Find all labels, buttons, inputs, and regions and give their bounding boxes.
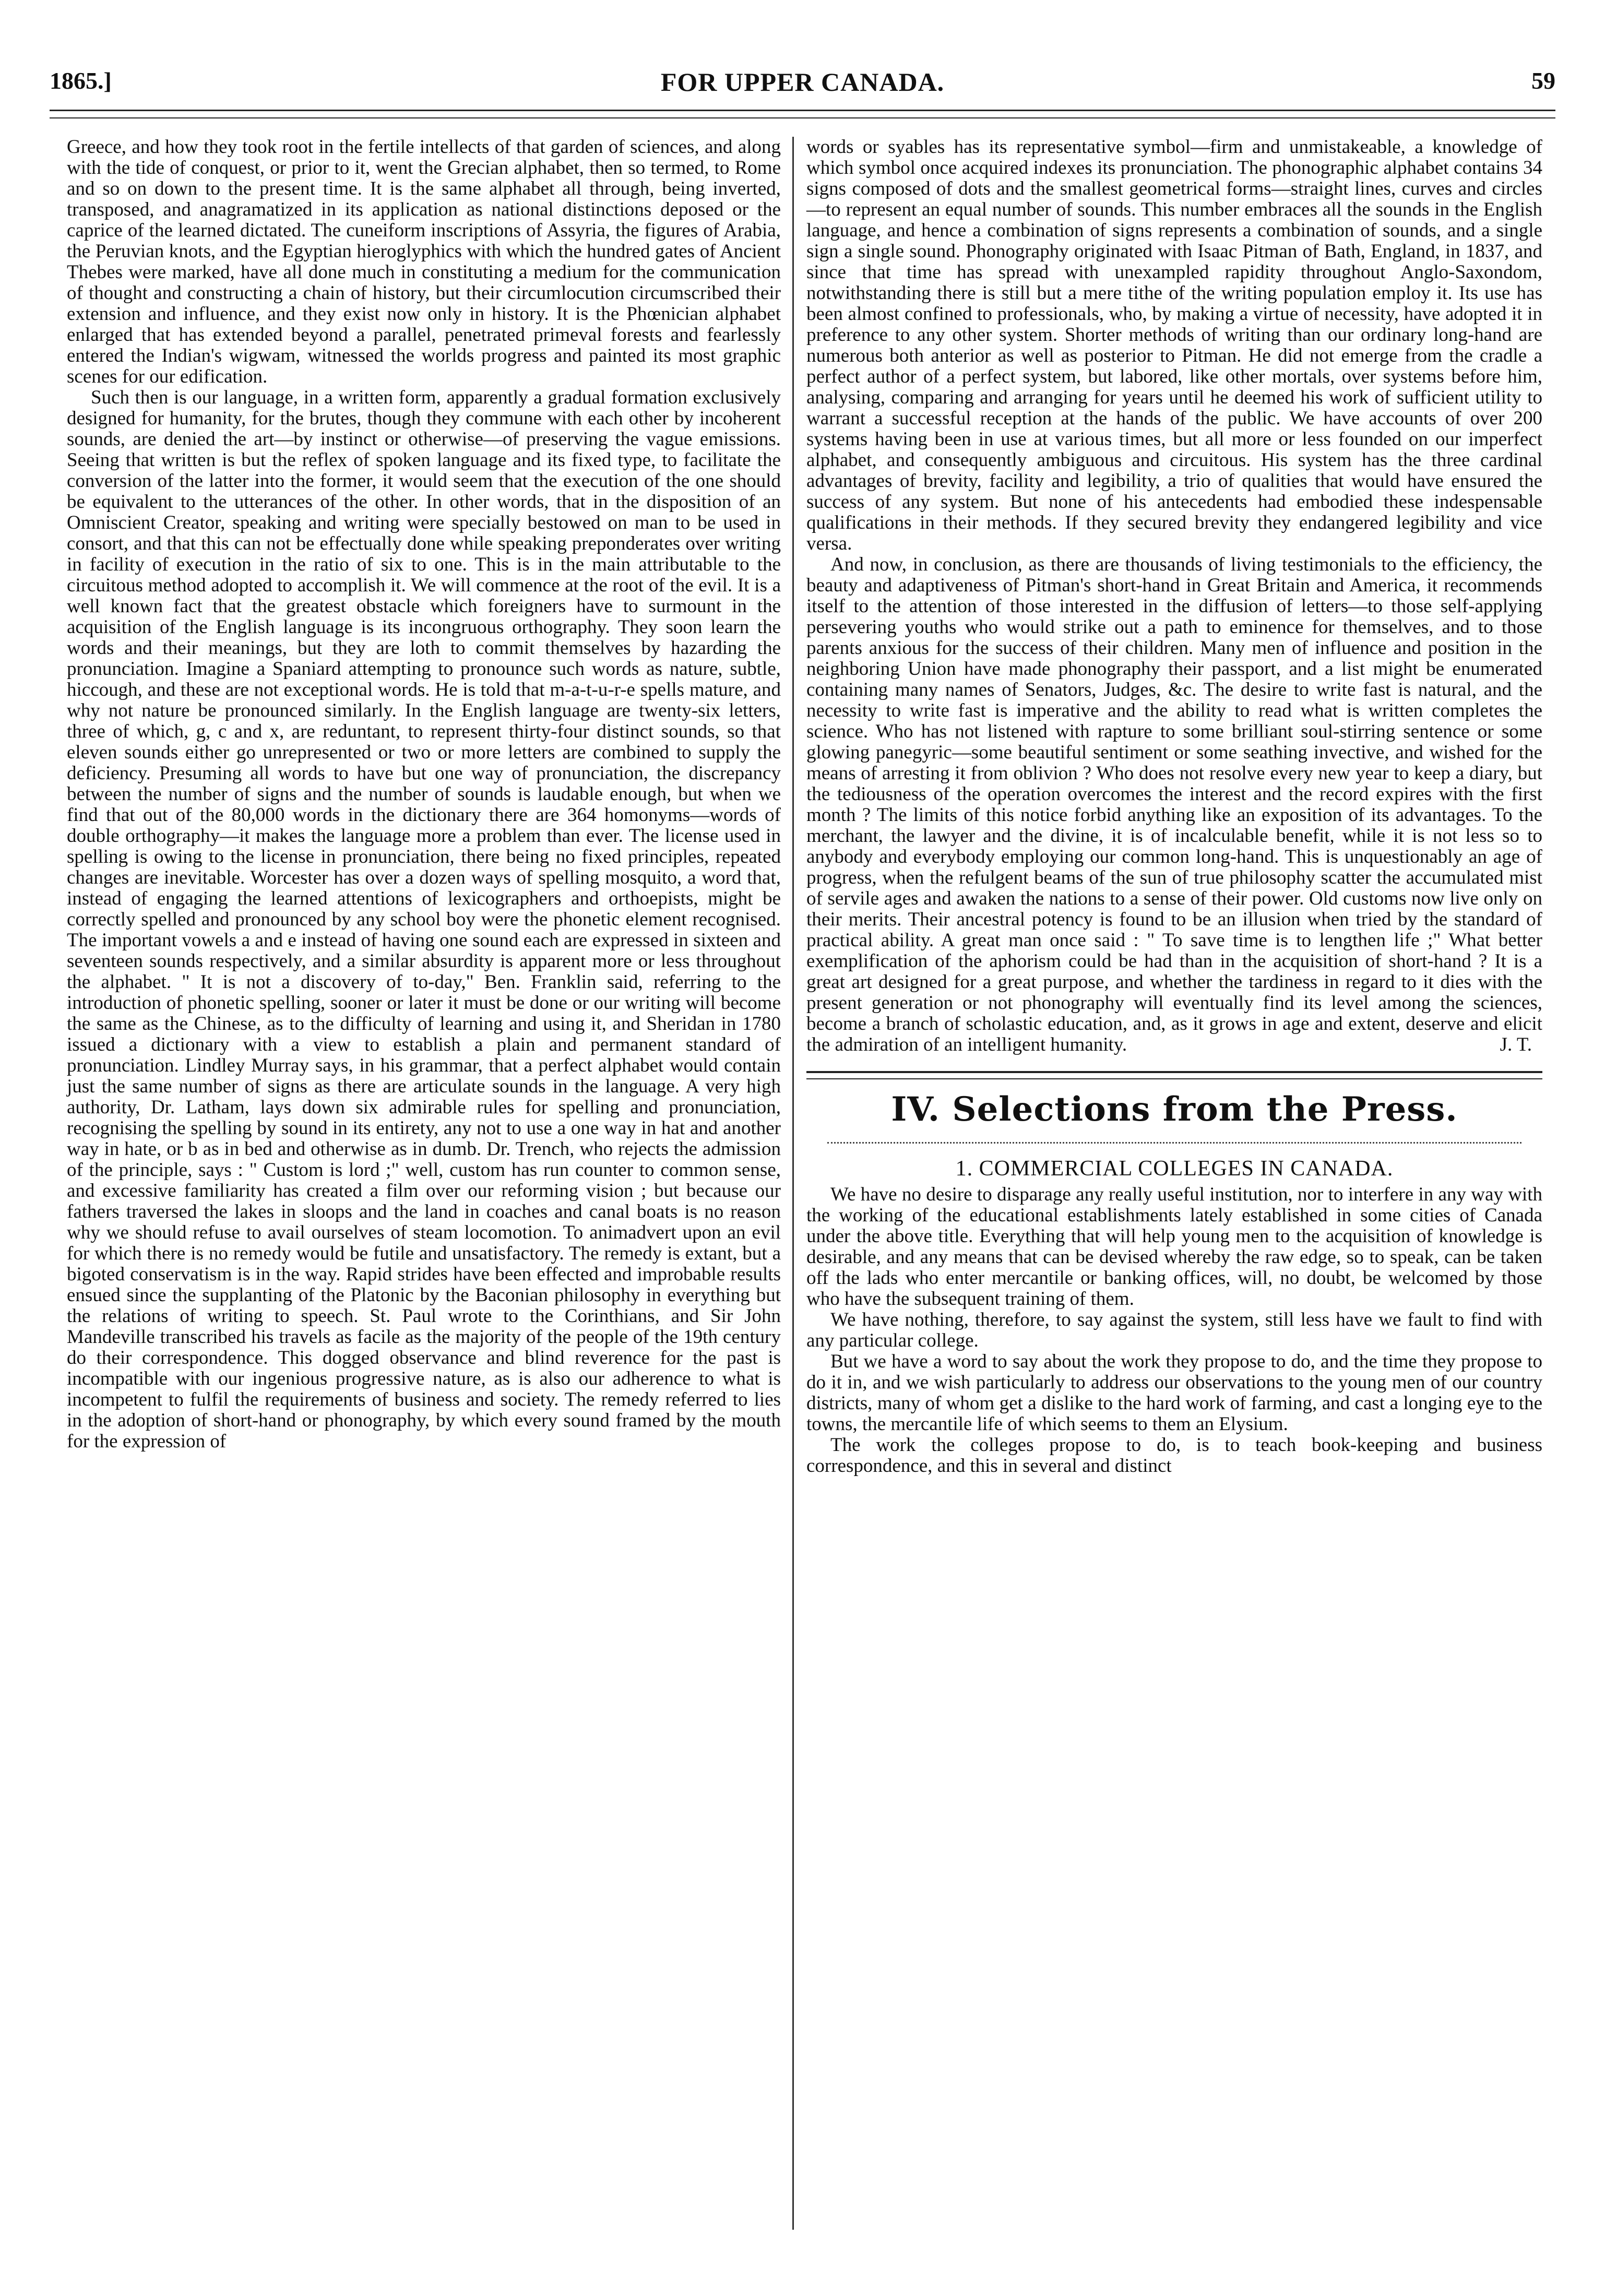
left-column [67,137,781,1452]
header-year: 1865.] [50,67,112,94]
article-paragraph-3: But we have a word to say about the work they propose to do, and the time they propose to do it in, and we wish particularly to address our observations to the young men of our country districts, many of whom get a dislike to the hard work of farming, and cast a longing eye to the towns, the mercantile life of which seems to them an Elysium. [806,1351,1542,1435]
article-paragraph-2: We have nothing, therefore, to say against the system, still less have we fault to find with any particular college. [806,1309,1542,1351]
header-title: FOR UPPER CANADA. [660,67,945,97]
section-heading: IV. Selections from the Press. [891,1090,1458,1129]
right-column [806,137,1542,1477]
left-paragraph-1: Greece, and how they took root in the fertile intellects of that garden of sciences, and along with the tide of conquest, or prior to it, went the Grecian alphabet, then so termed, to Rome and so on down to the present time. It is the same alphabet all through, being inverted, transposed, and anagramatized in its application as national distinctions deposed or the caprice of the learned dictated. The cuneiform inscriptions of Assyria, the figures of Arabia, the Peruvian knots, and the Egyptian hieroglyphics with which the hundred gates of Ancient Thebes were marked, have all done much in constituting a medium for the communication of thought and constructing a chain of history, but their circumlocution circumscribed their extension and influence, and they exist now only in history. It is the Phœnician alphabet enlarged that has extended beyond a parallel, penetrated primeval forests and fearlessly entered the Indian's wigwam, witnessed the worlds progress and painted its most graphic scenes for our edification. [67,136,781,387]
column-divider [792,137,794,2230]
author-signature: J. T. [1500,1034,1532,1055]
header-rule [50,110,1555,118]
right-paragraph-2 [806,554,1542,1055]
page-number: 59 [1531,67,1555,94]
article-title: 1. COMMERCIAL COLLEGES IN CANADA. [955,1157,1394,1181]
right-paragraph-2-text: And now, in conclusion, as there are thousands of living testimonials to the efficiency, the beauty and adaptiveness of Pitman's short-hand in Great Britain and America, it recommends itself to the attention of those interested in the diffusion of letters—to those self-applying persevering youths who would strike out a path to eminence for themselves, and to those parents anxious for the success of their children. Many men of influence and position in the neighboring Union have made phonography their passport, and a list might be enumerated containing many names of Senators, Judges, &c. The desire to write fast is natural, and the necessity to write fast is imperative and the ability to read what is written completes the science. Who has not listened with rapture to some brilliant soul-stirring sentence or some glowing panegyric—some beautiful sentiment or some seathing invective, and wished for the means of arresting it from oblivion ? Who does not resolve every new year to keep a diary, but the tediousness of the operation overcomes the interest and the record expires with the first month ? The limits of this notice forbid anything like an exposition of its advantages. To the merchant, the lawyer and the divine, it is of incalculable benefit, while it is not less so to anybody and everybody employing our common long-hand. This is unquestionably an age of progress, when the refulgent beams of the sun of true philosophy scatter the accumulated mist of servile ages and awaken the nations to a sense of their power. Old customs now live only on their merits. Their ancestral potency is found to be an illusion when tried by the standard of practical ability. A great man once said : " To save time is to lengthen life ;" What better exemplification of the aphorism could be had than in the acquisition of short-hand ? It is a great art designed for a great purpose, and whether the tardiness in regard to it dies with the present generation or not phonography will eventually find its level among the sciences, become a branch of scholastic education, and, as it grows in age and extent, deserve and elicit the admiration of an intelligent humanity. [806,554,1542,1055]
article-paragraph-1: We have no desire to disparage any really useful institution, nor to interfere in any way with the working of the educational establishments lately established in some cities of Canada under the above title. Everything that will help young men to the acquisition of knowledge is desirable, and any means that can be devised whereby the raw edge, so to speak, can be taken off the lads who enter mercantile or banking offices, will, no doubt, be welcomed by those who have the subsequent training of them. [806,1184,1542,1310]
left-paragraph-2: Such then is our language, in a written form, apparently a gradual formation exclusively designed for humanity, for the brutes, though they commune with each other by incoherent sounds, are denied the art—by instinct or otherwise—of preserving the vague emissions. Seeing that written is but the reflex of spoken language and its fixed type, to facilitate the conversion of the latter into the former, it would seem that the execution of the one should be equivalent to the utterances of the other. In other words, that in the disposition of an Omniscient Creator, speaking and writing were specially bestowed on man to be used in consort, and that this can not be effectually done while speaking preponderates over writing in facility of execution in the ratio of six to one. This is in the main attributable to the circuitous method adopted to accomplish it. We will commence at the root of the evil. It is a well known fact that the greatest obstacle which foreigners have to surmount in the acquisition of the English language is its incongruous orthography. They soon learn the words and their meanings, but they are loth to commit themselves by hazarding the pronunciation. Imagine a Spaniard attempting to pronounce such words as nature, subtle, hiccough, and these are not exceptional words. He is told that m-a-t-u-r-e spells mature, and why not nature be pronounced similarly. In the English language are twenty-six letters, three of which, g, c and x, are reduntant, to represent thirty-four distinct sounds, so that eleven sounds either go unrepresented or two or more letters are combined to supply the deficiency. Presuming all words to have but one way of pronunciation, the discrepancy between the number of signs and the number of sounds is laudable enough, but when we find that out of the 80,000 words in the dictionary there are 364 homonyms—words of double orthography—it makes the language more a problem than ever. The license used in spelling is owing to the license in pronunciation, there being no fixed principles, repeated changes are inevitable. Worcester has over a dozen ways of spelling mosquito, a word that, instead of engaging the learned attentions of lexicographers and orthoepists, might be correctly spelled and pronounced by any school boy were the phonetic element recognised. The important vowels a and e instead of having one sound each are expressed in sixteen and seventeen sounds respectively, and a similar absurdity is apparent more or less throughout the alphabet. " It is not a discovery of to-day," Ben. Franklin said, referring to the introduction of phonetic spelling, sooner or later it must be done or our writing will become the same as the Chinese, as to the difficulty of learning and using it, and Sheridan in 1780 issued a dictionary with a view to establish a plain and permanent standard of pronunciation. Lindley Murray says, in his grammar, that a perfect alphabet would contain just the same number of signs as there are articulate sounds in the language. A very high authority, Dr. Latham, lays down six admirable rules for spelling and pronunciation, recognising the spelling by sound in its entirety, any not to use a one way in hat and another way in hate, or b as in bed and otherwise as in dumb. Dr. Trench, who rejects the admission of the principle, says : " Custom is lord ;" well, custom has run counter to common sense, and excessive familiarity has created a film over our reforming vision ; but because our fathers traversed the lakes in sloops and the land in coaches and canal boats is no reason why we should refuse to avail ourselves of steam locomotion. To animadvert upon an evil for which there is no remedy would be futile and unsatisfactory. The remedy is extant, but a bigoted conservatism is in the way. Rapid strides have been effected and improbable results ensued since the supplanting of the Platonic by the Baconian philosophy in everything but the relations of writing to speech. St. Paul wrote to the Corinthians, and Sir John Mandeville transcribed his travels as facile as the majority of the people of the 19th century do their correspondence. This dogged observance and blind reverence for the past is incompatible with our ingenious progressive nature, as is also our adherence to what is incompetent to fulfil the requirements of business and society. The remedy referred to lies in the adoption of short-hand or phonography, by which every sound framed by the mouth for the expression of [67,387,781,1452]
section-rule [806,1071,1542,1079]
article-paragraph-4: The work the colleges propose to do, is to teach book-keeping and business correspondence, and this in several and distinct [806,1434,1542,1477]
right-paragraph-1: words or syables has its representative symbol—firm and unmistakeable, a knowledge of which symbol once acquired indexes its pronunciation. The phonographic alphabet contains 34 signs composed of dots and the smallest geometrical forms—straight lines, curves and circles—to represent an equal number of sounds. This number embraces all the sounds in the English language, and hence a combination of signs represents a combination of sounds, and a single sign a single sound. Phonography originated with Isaac Pitman of Bath, England, in 1837, and since that time has spread with unexampled rapidity throughout Anglo-Saxondom, notwithstanding there is still but a mere tithe of the writing population employ it. Its use has been almost confined to professionals, who, by making a virtue of necessity, have adopted it in preference to any other system. Shorter methods of writing than our ordinary long-hand are numerous both anterior as well as posterior to Pitman. He did not emerge from the cradle a perfect author of a perfect system, but labored, like other mortals, over systems before him, analysing, comparing and arranging for years until he deemed his work of sufficient utility to warrant a successful reception at the hands of the public. We have accounts of over 200 systems having been in use at various times, but all more or less founded on our imperfect alphabet, and consequently ambiguous and circuitous. His system has the three cardinal advantages of brevity, facility and legibility, a trio of qualities that would have ensured the success of any system. But none of his antecedents had embodied these indespensable qualifications in their methods. If they secured brevity they endangered legibility and vice versa. [806,136,1542,554]
section-ornament-rule [827,1138,1521,1144]
